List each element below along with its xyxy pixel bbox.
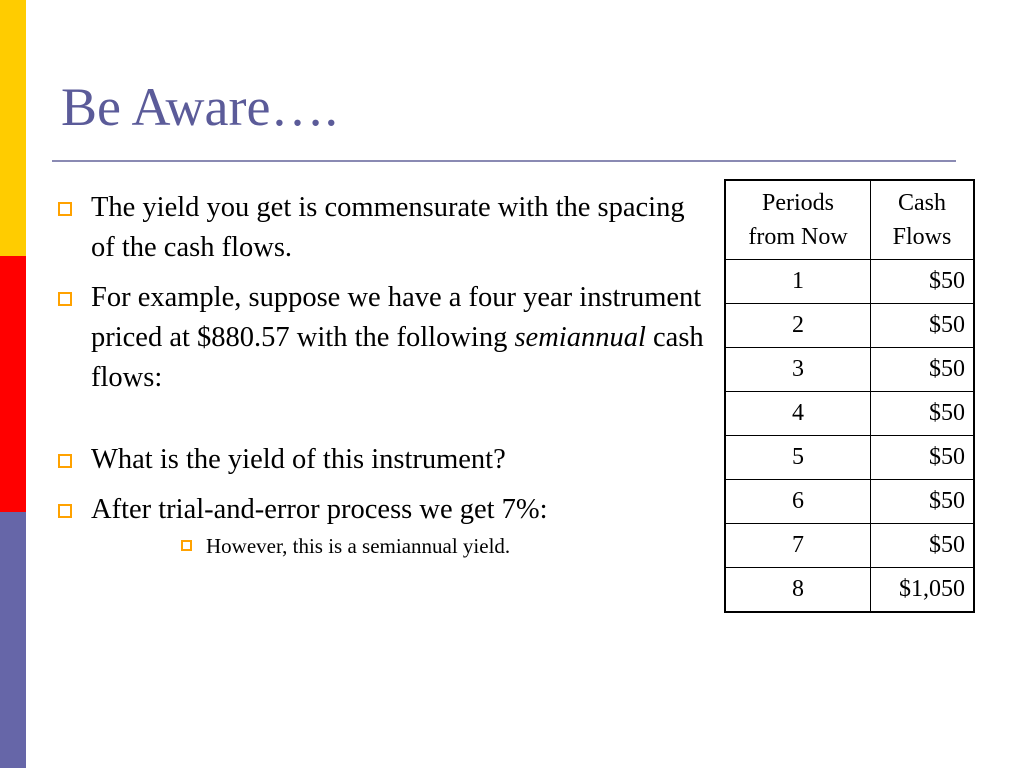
period-cell: 7 [725, 524, 871, 568]
cash-flow-cell: $50 [871, 480, 975, 524]
cash-flow-cell: $50 [871, 260, 975, 304]
bullet-text-end: cash flows: [91, 322, 704, 393]
bullet-text-start: For example, suppose we have a four year instrument priced at $880.57 with the following [91, 282, 702, 353]
cash-flow-cell: $50 [871, 524, 975, 568]
bullet-text: After trial-and-error process we get 7%: [91, 494, 548, 525]
table-row [725, 348, 974, 392]
period-cell: 6 [725, 480, 871, 524]
bullet-text: What is the yield of this instrument? [91, 444, 506, 475]
period-cell: 2 [725, 304, 871, 348]
sub-bullet-item [181, 534, 706, 558]
cash-flow-cell: $1,050 [871, 568, 975, 613]
side-bar-yellow-segment [0, 0, 26, 256]
bullet-item [56, 278, 706, 398]
header-cash-flows [871, 180, 975, 260]
cash-flow-cell: $50 [871, 392, 975, 436]
cash-flow-cell: $50 [871, 304, 975, 348]
cash-flow-table [724, 179, 975, 613]
table-row [725, 436, 974, 480]
bullet-text: The yield you get is commensurate with the spacing of the cash flows. [91, 192, 685, 263]
title-divider [52, 160, 956, 162]
table-row [725, 392, 974, 436]
side-bar-blue-segment [0, 512, 26, 768]
header-line: Periods [762, 190, 834, 216]
sub-bullet-text: However, this is a semiannual yield. [206, 534, 511, 558]
square-sub-bullet-icon [181, 540, 192, 551]
table-row [725, 568, 974, 613]
cash-flow-cell: $50 [871, 348, 975, 392]
square-bullet-icon [58, 202, 72, 216]
period-cell: 5 [725, 436, 871, 480]
header-line: Cash [898, 190, 946, 216]
square-bullet-icon [58, 292, 72, 306]
table-row [725, 480, 974, 524]
slide-title: Be Aware…. [61, 77, 338, 137]
header-periods-from-now [725, 180, 871, 260]
bullet-item [56, 440, 706, 480]
bullet-text-emphasis: semiannual [514, 322, 646, 353]
table-header-row [725, 180, 974, 260]
bullet-item [56, 490, 706, 530]
bullet-item [56, 188, 706, 268]
header-line: Flows [892, 224, 952, 250]
period-cell: 4 [725, 392, 871, 436]
square-bullet-icon [58, 454, 72, 468]
period-cell: 3 [725, 348, 871, 392]
side-bar-red-segment [0, 256, 26, 512]
period-cell: 8 [725, 568, 871, 613]
period-cell: 1 [725, 260, 871, 304]
bullet-list [56, 188, 706, 558]
header-line: from Now [748, 224, 848, 250]
table-row [725, 260, 974, 304]
square-bullet-icon [58, 504, 72, 518]
table-row [725, 524, 974, 568]
cash-flow-cell: $50 [871, 436, 975, 480]
table-row [725, 304, 974, 348]
